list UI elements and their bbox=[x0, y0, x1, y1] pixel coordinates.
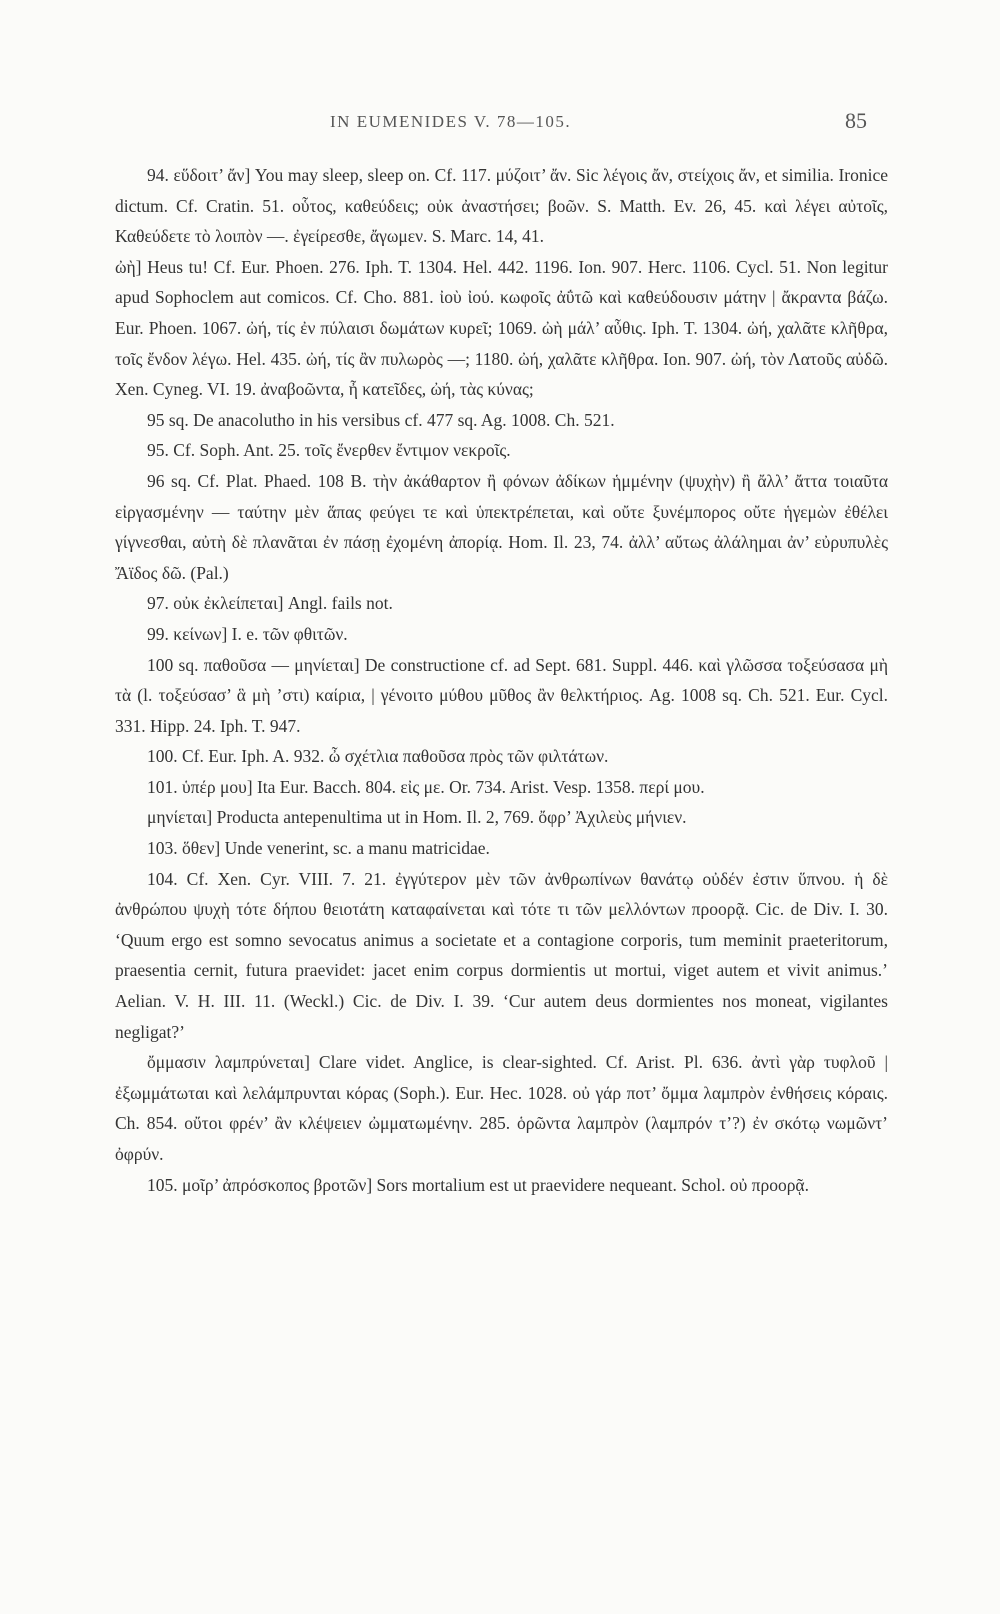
running-title: IN EUMENIDES V. 78—105. bbox=[330, 112, 572, 131]
note-95: 95. Cf. Soph. Ant. 25. τοῖς ἔνερθεν ἔντιμον νεκροῖς. bbox=[147, 440, 511, 461]
note-101: 101. ὑπέρ μου] Ita Eur. Bacch. 804. εἰς με. Or. 734. Arist. Vesp. 1358. περί μου. bbox=[147, 776, 705, 797]
commentary-body bbox=[115, 160, 888, 1200]
note-100-sq: 100 sq. παθοῦσα — μηνίεται] De constructione cf. ad Sept. 681. Suppl. 446. καὶ γλῶσσα τοξεύσασα μὴ τὰ (l. τοξεύσασ’ ἃ μὴ ’στι) καίρια, | γένοιτο μύθου μῦθος ἂν θελκτήριος. Ag. 1008 sq. Ch. 521. Eur. Cycl. 331. Hipp. 24. Iph. T. 947. bbox=[115, 654, 888, 736]
note-105: 105. μοῖρ’ ἀπρόσκοπος βροτῶν] Sors mortalium est ut praevidere nequeant. Schol. οὐ προορᾷ. bbox=[147, 1174, 809, 1195]
page-number: 85 bbox=[845, 108, 867, 133]
note-96-sq: 96 sq. Cf. Plat. Phaed. 108 B. τὴν ἀκάθαρτον ἢ φόνων ἀδίκων ἡμμένην (ψυχὴν) ἢ ἄλλ’ ἄττα τοιαῦτα εἰργασμένην — ταύτην μὲν ἅπας φεύγει τε καὶ ὑπεκτρέπεται, καὶ οὔτε ξυνέμπορος οὔτε ἡγεμὼν ἐθέλει γίγνεσθαι, αὐτὴ δὲ πλανᾶται ἐν πάσῃ ἐχομένη ἀπορίᾳ. Hom. Il. 23, 74. ἀλλ’ αὔτως ἀλάλημαι ἀν’ εὐρυπυλὲς Ἄϊδος δῶ. (Pal.) bbox=[115, 470, 888, 583]
note-94: 94. εὕδοιτ’ ἄν] You may sleep, sleep on. Cf. 117. μύζοιτ’ ἄν. Sic λέγοις ἄν, στείχοις ἄν, et similia. Ironice dictum. Cf. Cratin. 51. οὗτος, καθεύδεις; οὐκ ἀναστήσει; βοῶν. S. Matth. Ev. 26, 45. καὶ λέγει αὐτοῖς, Καθεύδετε τὸ λοιπὸν —. ἐγείρεσθε, ἄγωμεν. S. Marc. 14, 41. bbox=[115, 165, 888, 247]
note-104: 104. Cf. Xen. Cyr. VIII. 7. 21. ἐγγύτερον μὲν τῶν ἀνθρωπίνων θανάτῳ οὐδέν ἐστιν ὕπνου. ἡ δὲ ἀνθρώπου ψυχὴ τότε δήπου θειοτάτη καταφαίνεται καὶ τότε τι τῶν μελλόντων προορᾷ. Cic. de Div. I. 30. ‘Quum ergo est somno sevocatus animus a societate et a contagione corporis, tum meminit praeteritorum, praesentia cernit, futura praevidet: jacet enim corpus dormientis ut mortui, viget autem et vivit animus.’ Aelian. V. H. III. 11. (Weckl.) Cic. de Div. I. 39. ‘Cur autem deus dormientes nos moneat, vigilantes negligat?’ bbox=[115, 868, 888, 1042]
note-97: 97. οὐκ ἐκλείπεται] Angl. fails not. bbox=[147, 593, 393, 614]
note-103: 103. ὅθεν] Unde venerint, sc. a manu matricidae. bbox=[147, 838, 490, 859]
note-95-sq: 95 sq. De anacolutho in his versibus cf. 477 sq. Ag. 1008. Ch. 521. bbox=[147, 409, 615, 430]
note-oe: ὠὴ] Heus tu! Cf. Eur. Phoen. 276. Iph. T. 1304. Hel. 442. 1196. Ion. 907. Herc. 1106. Cycl. 51. Non legitur apud Sophoclem aut comicos. Cf. Cho. 881. ἰοὺ ἰού. κωφοῖς ἀΰτῶ καὶ καθεύδουσιν μάτην | ἄκραντα βάζω. Eur. Phoen. 1067. ὠή, τίς ἐν πύλαισι δωμάτων κυρεῖ; 1069. ὠὴ μάλ’ αὖθις. Iph. T. 1304. ὠή, χαλᾶτε κλῆθρα, τοῖς ἔνδον λέγω. Hel. 435. ὠή, τίς ἂν πυλωρὸς —; 1180. ὠή, χαλᾶτε κλῆθρα. Ion. 907. ὠή, τὸν Λατοῦς αὐδῶ. Xen. Cyneg. VI. 19. ἀναβοῶντα, ἦ κατεῖδες, ὠή, τὰς κύνας; bbox=[115, 256, 888, 400]
note-menietai: μηνίεται] Producta antepenultima ut in Hom. Il. 2, 769. ὄφρ’ Ἀχιλεὺς μήνιεν. bbox=[147, 807, 687, 828]
note-99: 99. κείνων] I. e. τῶν φθιτῶν. bbox=[147, 623, 348, 644]
note-100: 100. Cf. Eur. Iph. A. 932. ὦ σχέτλια παθοῦσα πρὸς τῶν φιλτάτων. bbox=[147, 746, 609, 767]
note-ommasin: ὄμμασιν λαμπρύνεται] Clare videt. Anglice, is clear-sighted. Cf. Arist. Pl. 636. ἀντὶ γὰρ τυφλοῦ | ἐξωμμάτωται καὶ λελάμπρυνται κόρας (Soph.). Eur. Hec. 1028. οὐ γάρ ποτ’ ὄμμα λαμπρὸν ἐνθήσεις κόραις. Ch. 854. οὔτοι φρέν’ ἂν κλέψειεν ὠμματωμένην. 285. ὁρῶντα λαμπρὸν (λαμπρόν τ’?) ἐν σκότῳ νωμῶντ’ ὀφρύν. bbox=[115, 1052, 888, 1164]
